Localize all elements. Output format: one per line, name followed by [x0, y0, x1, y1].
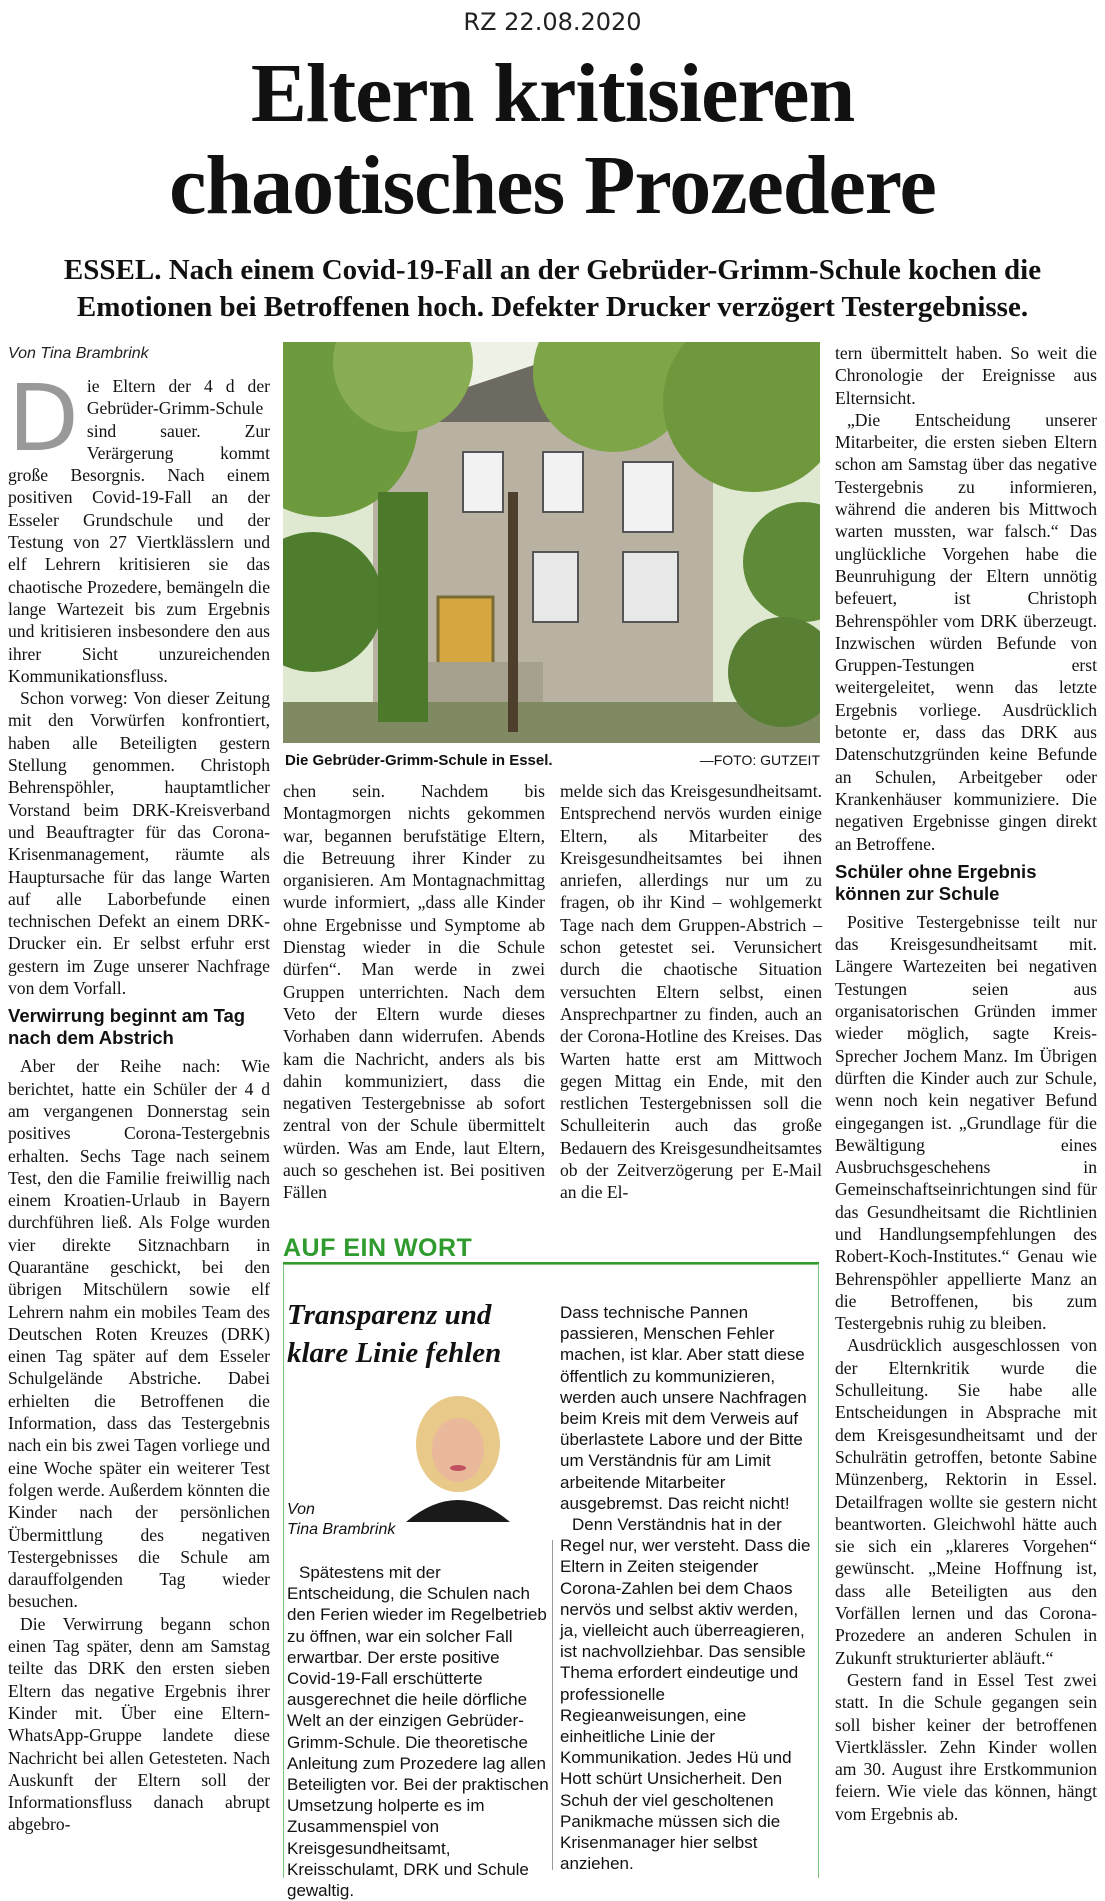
author-prefix: Von — [287, 1501, 315, 1518]
paragraph: Gestern fand in Essel Test zwei statt. In die Schule gegangen sein soll bisher keiner der betroffenen Viertklässler. Zehn Kinder wollen am 30. August ihre Erstkommunion feiern. Wie viele das können, hängt vom Ergebnis ab. — [835, 1669, 1097, 1824]
photo-credit: —FOTO: GUTZEIT — [699, 752, 820, 768]
byline: Von Tina Brambrink — [8, 345, 149, 362]
commentary-author — [287, 1500, 395, 1540]
article-column-2 — [283, 780, 545, 1204]
paragraph: melde sich das Kreisgesundheitsamt. Entsprechend nervös wurden einige Eltern, als Mitarbeiter des Kreisgesundheitsamtes bei ihnen anriefen, allerdings nur um zu fragen, ob ihr Kind – wohlgemerkt Tage nach dem Gruppen-Abstrich – schon getestet sei. Verunsichert durch die chaotische Situation versuchten Eltern selbst, einen Ansprechpartner zu finden, auch an der Corona-Hotline des Kreises. Das Warten hatte erst am Mittwoch gegen Mittag ein Ende, mit den restlichen Testergebnissen soll die Schulleiterin auch das große Bedauern des Kreisgesundheitsamtes ob der Zeitverzögerung per E-Mail an die El- — [560, 781, 822, 1203]
caption-text: Die Gebrüder-Grimm-Schule in Essel. — [285, 752, 553, 769]
paragraph: Dass technische Pannen passieren, Menschen Fehler machen, ist klar. Aber statt diese öffentlich zu kommunizieren, werden auch unsere Nachfragen beim Kreis mit dem Verweis auf überlastete Labore und der Bitte um Verständnis für am Limit arbeitende Mitarbeiter ausgebremst. Das reicht nicht! — [560, 1303, 807, 1513]
paragraph: tern übermittelt haben. So weit die Chronologie der Ereignisse aus Elternsicht. — [835, 343, 1097, 408]
lead-paragraph: ESSEL. Nach einem Covid-19-Fall an der Gebrüder-Grimm-Schule kochen die Emotionen bei Betroffenen hoch. Defekter Drucker verzögert Testergebnisse. — [63, 254, 1042, 323]
commentary-column-1 — [287, 1562, 549, 1901]
article-column-1 — [8, 365, 270, 1836]
column-divider — [552, 1540, 553, 1870]
headline-line-2: chaotisches Prozedere — [169, 139, 936, 232]
paragraph: Spätestens mit der Entscheidung, die Schulen nach den Ferien wieder im Regelbetrieb zu öffnen, war ein solcher Fall erwartbar. Der erste positive Covid-19-Fall erschütterte ausgerechnet die heile dörfliche Welt an der einzigen Gebrüder-Grimm-Schule. Die theoretische Anleitung zum Prozedere lag allen Beteiligten vor. Bei der praktischen Umsetzung holperte es im Zusammenspiel von Kreisgesundheitsamt, Kreisschulamt, DRK und Schule gewaltig. — [287, 1563, 549, 1901]
paragraph: Positive Testergebnisse teilt nur das Kreisgesundheitsamt mit. Längere Wartezeiten bei negativen Testungen seien aus organisatorischen Gründen immer wieder möglich, sagte Kreis-Sprecher Jochem Manz. Im Übrigen dürften die Kinder auch zur Schule, wenn noch kein negativer Befund eingegangen ist. „Grundlage für die Bewältigung eines Ausbruchsgeschehens in Gemeinschaftseinrichtungen sind für das Gesundheitsamt die Richtlinien und Handlungsempfehlungen des Robert-Koch-Institutes.“ Genau wie Behrenspöhler appellierte Manz an die Betroffenen, bis zum Testergebnis ruhig zu bleiben. — [835, 911, 1097, 1334]
paragraph: Aber der Reihe nach: Wie berichtet, hatte ein Schüler der 4 d am vergangenen Donnerstag sein positives Corona-Testergebnis erhalten. Sechs Tage nach seinem Test, den die Familie freiwillig nach einem Kroatien-Urlaub in Bayern durchführen ließ. Als Folge wurden vier direkte Sitznachbarn in Quarantäne geschickt, bei den übrigen Mitschülern sowie elf Lehrern nahm ein mobiles Team des Deutschen Roten Kreuzes (DRK) einen Tag später auf dem Esseler Schulgelände Abstriche. Dabei erhielten die Betroffenen die Information, dass das Testergebnis nach ein bis zwei Tagen vorliege und eine Woche später ein weiterer Test folgen werde. Außerdem könnten die Kinder nach der persönlichen Übermittlung des negativen Testergebnisses die Schule am darauffolgenden Tag wieder besuchen. — [8, 1056, 270, 1612]
commentary-column-2 — [560, 1302, 815, 1874]
dateline: RZ 22.08.2020 — [463, 8, 642, 36]
school-photo-image — [283, 342, 820, 743]
author-portrait — [396, 1392, 520, 1522]
article-column-4 — [835, 342, 1097, 1825]
subheading: Schüler ohne Ergebnis können zur Schule — [835, 860, 1037, 904]
article-column-3 — [560, 780, 822, 1204]
paragraph: „Die Entscheidung unserer Mitarbeiter, die ersten sieben Eltern schon am Samstag über das negative Testergebnis zu informieren, während die anderen bis Mittwoch warten mussten, war falsch.“ Das unglückliche Vorgehen habe die Beunruhigung der Eltern unnötig befeuert, ist Christoph Behrenspöhler vom DRK überzeugt. Inzwischen würden Befunde von Gruppen-Testungen erst weitergeleitet, wenn das letzte Ergebnis vorliege. Ausdrücklich betonte er, dass das DRK aus Datenschutzgründen keine Befunde an Schulen, Arbeitgeber oder Krankenhäuser kommuniziere. Die negativen Ergebnisse gingen direkt an Betroffene. — [835, 409, 1097, 854]
photo-caption — [285, 752, 820, 769]
drop-cap: D — [8, 365, 79, 472]
paragraph: Denn Verständnis hat in der Regel nur, wer versteht. Dass die Eltern in Zeiten steigender Corona-Zahlen bei dem Chaos nervös und selbst aktiv werden, ja, vielleicht auch überreagieren, ist nachvollziehbar. Das sensible Thema erfordert eindeutige und professionelle Regieanweisungen, eine einheitliche Linie der Kommunikation. Jedes Hü und Hott schürt Unsicherheit. Den Schuh der viel gescholtenen Panikmache müssen sich die Krisenmanager hier selbst anziehen. — [560, 1515, 811, 1874]
author-name: Tina Brambrink — [287, 1521, 396, 1538]
headline-line-1: Eltern kritisieren — [250, 47, 855, 140]
paragraph: ie Eltern der 4 d der Gebrüder-Grimm-Schule sind sauer. Zur Verärgerung kommt große Besorgnis. Nach einem positiven Covid-19-Fall an der Esseler Grundschule und der Testung von 27 Viertklässlern und elf Lehrern kritisieren sie das chaotische Prozedere, bemängeln die lange Wartezeit bis zum Ergebnis und kritisieren insbesondere den aus ihrer Sicht unzureichenden Kommunikationsfluss. — [8, 376, 270, 686]
commentary-label: AUF EIN WORT — [283, 1234, 473, 1262]
paragraph: Ausdrücklich ausgeschlossen von der Elternkritik wurde die Schulleitung. Sie habe alle Entscheidungen in Absprache mit dem Kreisgesundheitsamt und der Schulrätin getroffen, betonte Sabine Münzenberg, Rektorin in Essel. Detailfragen wollte sie gestern nicht beantworten. Gleichwohl hätte auch sie sich ein „klareres Vorgehen“ gewünscht. „Meine Hoffnung ist, dass alle Beteiligten aus den Vorfällen lernen und das Corona-Prozedere an anderen Schulen in Zukunft strukturierter abläuft.“ — [835, 1335, 1097, 1668]
headline — [20, 48, 1085, 232]
author-portrait-image — [396, 1392, 520, 1522]
subheading: Verwirrung beginnt am Tag nach dem Abstrich — [8, 1005, 246, 1049]
paragraph: Die Verwirrung begann schon einen Tag später, denn am Samstag teilte das DRK den ersten sieben Eltern das negative Ergebnis ihrer Kinder mit. Über eine Eltern-WhatsApp-Gruppe landete diese Nachricht bei allen Getesteten. Nach Auskunft der Eltern soll der Informationsfluss danach abrupt abgebro- — [8, 1613, 270, 1835]
paragraph: chen sein. Nachdem bis Montagmorgen nichts gekommen war, begannen berufstätige Eltern, die Betreuung ihrer Kinder zu organisieren. Am Montagnachmittag wurde informiert, „dass alle Kinder ohne Ergebnisse und Symptome ab Dienstag wieder in die Schule dürfen“. Man werde in zwei Gruppen unterrichten. Nach dem Veto der Eltern wurde dieses Vorhaben dann widerrufen. Abends kam die Nachricht, anders als bis dahin kommuniziert, dass die negativen Testergebnisse ab sofort zentral von der Schule übermittelt würden. Was am Ende, laut Eltern, auch so geschehen ist. Bei positiven Fällen — [283, 781, 545, 1203]
paragraph: Schon vorweg: Von dieser Zeitung mit den Vorwürfen konfrontiert, haben alle Beteiligten gestern Stellung genommen. Christoph Behrenspöhler, hauptamtlicher Vorstand beim DRK-Kreisverband und Beauftragter für das Corona-Krisenmanagement, räumte als Hauptursache für das lange Warten auf alle Laborbefunde einen technischen Defekt an einem DRK-Drucker ein. Er selbst erfuhr erst gestern im Zuge unserer Nachfrage von dem Vorfall. — [8, 688, 270, 999]
commentary-title: Transparenz und klare Linie fehlen — [287, 1299, 502, 1369]
school-photo — [283, 342, 820, 743]
